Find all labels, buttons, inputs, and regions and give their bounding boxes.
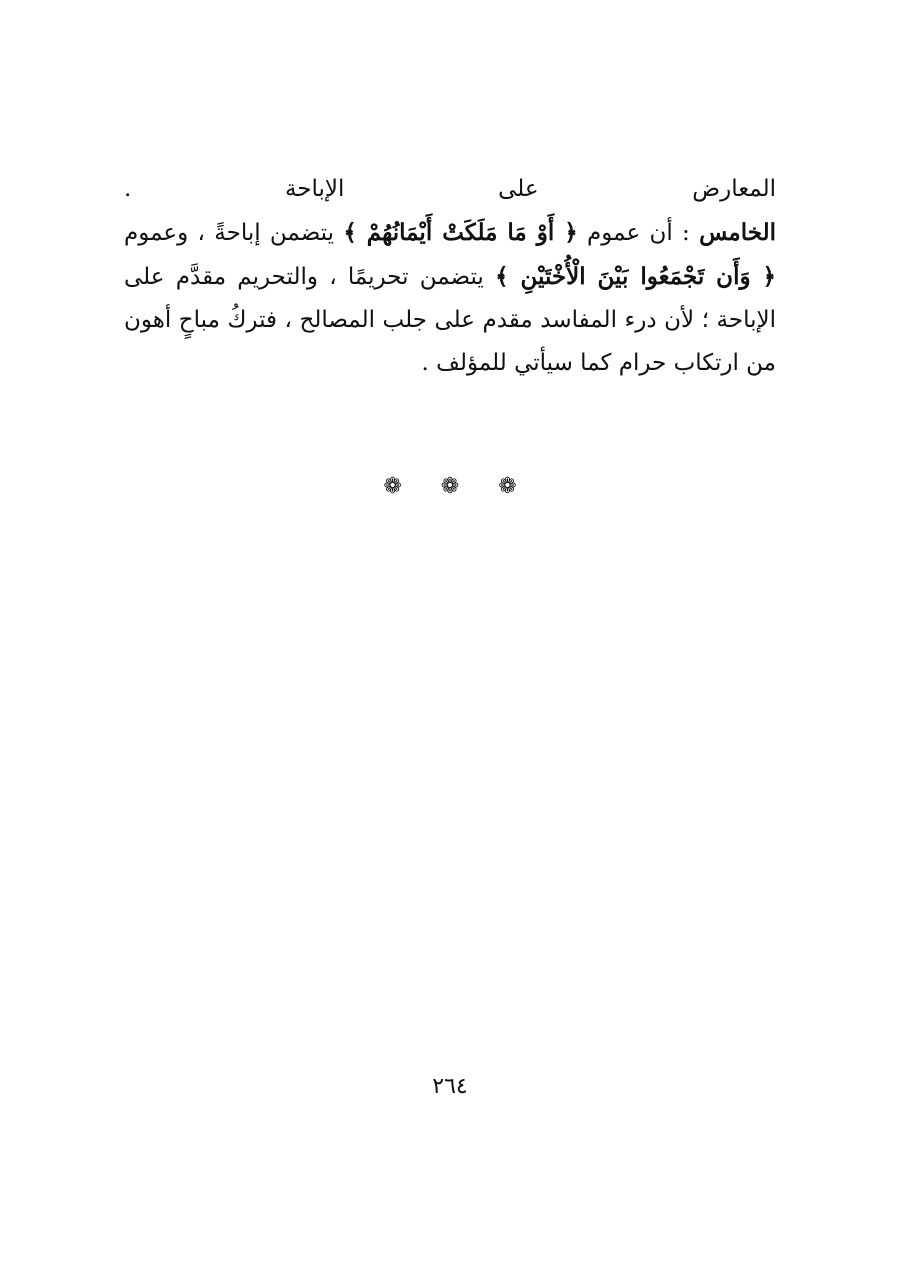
page-number: ٢٦٤ bbox=[432, 1074, 468, 1099]
separator-star-icon: ❁ bbox=[498, 474, 517, 499]
section-separator bbox=[350, 474, 550, 499]
text-line-1 bbox=[124, 168, 776, 211]
separator-star-icon: ❁ bbox=[440, 474, 460, 499]
body-text bbox=[124, 168, 776, 385]
quran-verse-1: ﴿ أَوْ مَا مَلَكَتْ أَيْمَانُهُمْ ﴾ bbox=[343, 219, 578, 246]
text-line-3 bbox=[124, 255, 776, 299]
line-4-text: الإباحة ؛ لأن درء المفاسد مقدم على جلب المصالح ، فتركُ مباحٍ أهون bbox=[124, 307, 776, 333]
text-line-2 bbox=[124, 211, 776, 255]
text-line-5 bbox=[124, 342, 776, 385]
line-2-text-b: يتضمن إباحةً ، وعموم bbox=[124, 220, 344, 246]
line-3-text: يتضمن تحريمًا ، والتحريم مقدَّم على bbox=[124, 264, 496, 290]
section-label: الخامس bbox=[699, 219, 777, 246]
label-colon: : bbox=[672, 220, 700, 246]
text-line-4 bbox=[124, 299, 776, 342]
separator-star-icon: ❁ bbox=[383, 474, 402, 499]
line-2-text-a: أن عموم bbox=[577, 220, 673, 246]
quran-verse-2: ﴿ وَأَن تَجْمَعُوا بَيْنَ الْأُخْتَيْنِ ﴾ bbox=[495, 263, 776, 290]
line-5-text: من ارتكاب حرام كما سيأتي للمؤلف . bbox=[421, 350, 776, 376]
line-1-text: المعارض على الإباحة . bbox=[124, 176, 776, 202]
